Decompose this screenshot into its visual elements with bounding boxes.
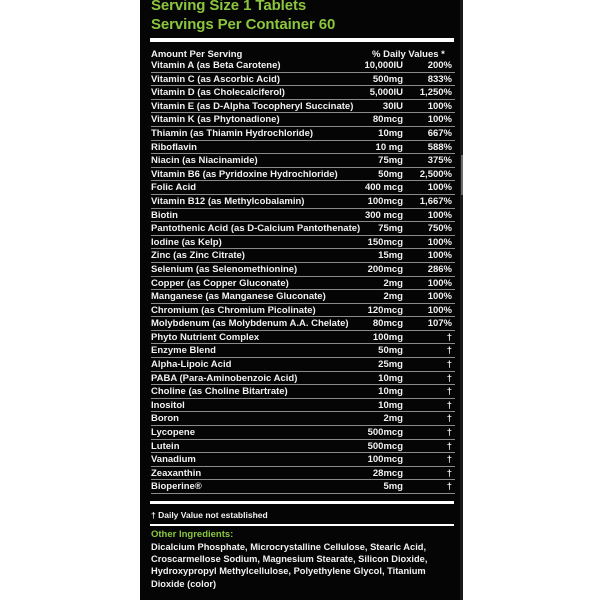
nutrient-name: Zeaxanthin: [151, 467, 202, 479]
nutrient-amount: 100mcg: [367, 454, 403, 466]
footnote-divider: [150, 524, 454, 526]
table-row: [151, 467, 455, 481]
nutrient-amount: 2mg: [383, 413, 403, 425]
nutrient-amount: 100mcg: [367, 195, 403, 207]
header-divider: [150, 38, 454, 42]
nutrient-daily-value: †: [446, 413, 452, 425]
nutrient-amount: 75mg: [378, 223, 403, 235]
nutrient-amount: 10mg: [378, 386, 403, 398]
other-ingredients-text: Dicalcium Phosphate, Microcrystalline Cellulose, Stearic Acid, Croscarmellose Sodium, Magnesium Stearate, Silicon Dioxide, Hydroxypropyl Methylcellulose, Polyethylene Glycol, Titanium Dioxide (color): [151, 542, 428, 589]
nutrient-daily-value: 100%: [427, 114, 452, 126]
scrollbar-thumb[interactable]: [461, 155, 463, 195]
table-row: [151, 372, 455, 386]
nutrient-daily-value: 1,250%: [419, 87, 452, 99]
nutrient-name: Lycopene: [151, 427, 195, 439]
nutrient-name: Vitamin D (as Cholecalciferol): [151, 87, 285, 99]
table-row: [151, 195, 455, 209]
nutrient-daily-value: †: [446, 427, 452, 439]
nutrient-amount: 500mg: [372, 73, 403, 85]
nutrient-amount: 50mg: [378, 168, 403, 180]
nutrient-amount: 30IU: [382, 100, 403, 112]
nutrient-table: [151, 59, 455, 494]
table-row: [151, 100, 455, 114]
nutrient-name: Iodine (as Kelp): [151, 236, 222, 248]
table-row: [151, 440, 455, 454]
table-row: [151, 304, 455, 318]
nutrient-amount: 25mg: [378, 359, 403, 371]
nutrient-name: Bioperine®: [151, 481, 202, 493]
table-row: [151, 412, 455, 426]
nutrient-daily-value: †: [446, 386, 452, 398]
table-row: [151, 331, 455, 345]
nutrient-daily-value: †: [446, 399, 452, 411]
nutrient-name: Folic Acid: [151, 182, 197, 194]
nutrient-name: Vitamin E (as D-Alpha Tocopheryl Succinate): [151, 100, 354, 112]
nutrient-daily-value: 588%: [427, 141, 452, 153]
nutrient-amount: 200mcg: [367, 263, 403, 275]
nutrient-daily-value: †: [446, 481, 452, 493]
nutrient-amount: 10mg: [378, 127, 403, 139]
nutrient-name: Niacin (as Niacinamide): [151, 155, 258, 167]
table-row: [151, 358, 455, 372]
supplement-facts-panel: [140, 0, 460, 600]
table-row: [151, 399, 455, 413]
nutrient-daily-value: 100%: [427, 182, 452, 194]
table-row: [151, 113, 455, 127]
nutrient-daily-value: 100%: [427, 209, 452, 221]
nutrient-name: PABA (Para-Aminobenzoic Acid): [151, 372, 298, 384]
nutrient-name: Chromium (as Chromium Picolinate): [151, 304, 316, 316]
amount-per-serving-header: Amount Per Serving: [151, 49, 243, 60]
nutrient-amount: 5mg: [383, 481, 403, 493]
other-ingredients-title: Other Ingredients:: [151, 529, 234, 540]
nutrient-name: Vanadium: [151, 454, 196, 466]
nutrient-name: Phyto Nutrient Complex: [151, 331, 260, 343]
nutrient-name: Boron: [151, 413, 179, 425]
nutrient-name: Biotin: [151, 209, 178, 221]
nutrient-daily-value: †: [446, 345, 452, 357]
table-row: [151, 73, 455, 87]
table-row: [151, 127, 455, 141]
nutrient-daily-value: 100%: [427, 304, 452, 316]
table-row: [151, 385, 455, 399]
nutrient-amount: 300 mcg: [364, 209, 403, 221]
nutrient-name: Manganese (as Manganese Gluconate): [151, 291, 326, 303]
nutrient-amount: 150mcg: [367, 236, 403, 248]
nutrient-daily-value: 100%: [427, 100, 452, 112]
nutrient-daily-value: †: [446, 440, 452, 452]
scrollbar-track: [460, 0, 463, 600]
nutrient-name: Zinc (as Zinc Citrate): [151, 250, 245, 262]
nutrient-daily-value: 1,667%: [419, 195, 452, 207]
nutrient-daily-value: 100%: [427, 291, 452, 303]
nutrient-name: Riboflavin: [151, 141, 197, 153]
nutrient-name: Vitamin K (as Phytonadione): [151, 114, 280, 126]
nutrient-amount: 500mcg: [367, 427, 403, 439]
nutrient-daily-value: 2,500%: [419, 168, 452, 180]
table-row: [151, 236, 455, 250]
nutrient-daily-value: 833%: [427, 73, 452, 85]
nutrient-daily-value: †: [446, 454, 452, 466]
row-divider: [151, 493, 455, 494]
serving-size: Serving Size 1 Tablets: [151, 0, 307, 14]
nutrient-name: Alpha-Lipoic Acid: [151, 359, 232, 371]
nutrient-amount: 75mg: [378, 155, 403, 167]
table-row: [151, 209, 455, 223]
table-row: [151, 277, 455, 291]
nutrient-amount: 2mg: [383, 277, 403, 289]
table-row: [151, 168, 455, 182]
nutrient-daily-value: †: [446, 331, 452, 343]
nutrient-name: Molybdenum (as Molybdenum A.A. Chelate): [151, 318, 349, 330]
nutrient-daily-value: †: [446, 467, 452, 479]
nutrient-daily-value: 375%: [427, 155, 452, 167]
nutrient-name: Enzyme Blend: [151, 345, 216, 357]
table-row: [151, 290, 455, 304]
daily-value-footnote: † Daily Value not established: [151, 510, 268, 520]
nutrient-daily-value: 200%: [427, 60, 452, 71]
nutrient-amount: 10,000IU: [364, 60, 403, 71]
nutrient-amount: 100mg: [372, 331, 403, 343]
nutrient-daily-value: 100%: [427, 250, 452, 262]
table-row: [151, 154, 455, 168]
table-row: [151, 86, 455, 100]
table-row: [151, 249, 455, 263]
table-row: [151, 181, 455, 195]
daily-values-header: % Daily Values *: [372, 49, 445, 60]
table-row: [151, 480, 455, 494]
nutrient-name: Copper (as Copper Gluconate): [151, 277, 289, 289]
nutrient-name: Vitamin C (as Ascorbic Acid): [151, 73, 280, 85]
nutrient-name: Thiamin (as Thiamin Hydrochloride): [151, 127, 314, 139]
table-row: [151, 344, 455, 358]
nutrient-amount: 5,000IU: [369, 87, 403, 99]
nutrient-daily-value: 286%: [427, 263, 452, 275]
nutrient-daily-value: 100%: [427, 277, 452, 289]
nutrient-name: Vitamin B6 (as Pyridoxine Hydrochloride): [151, 168, 338, 180]
nutrient-name: Inositol: [151, 399, 185, 411]
nutrient-name: Selenium (as Selenomethionine): [151, 263, 298, 275]
nutrient-name: Lutein: [151, 440, 180, 452]
table-row: [151, 59, 455, 73]
nutrient-amount: 15mg: [378, 250, 403, 262]
table-row: [151, 317, 455, 331]
nutrient-amount: 10 mg: [375, 141, 403, 153]
nutrient-daily-value: 107%: [427, 318, 452, 330]
nutrient-amount: 10mg: [378, 399, 403, 411]
nutrient-amount: 50mg: [378, 345, 403, 357]
nutrient-amount: 80mcg: [372, 318, 403, 330]
nutrient-daily-value: †: [446, 372, 452, 384]
nutrient-amount: 28mcg: [372, 467, 403, 479]
nutrient-amount: 120mcg: [367, 304, 403, 316]
nutrient-name: Pantothenic Acid (as D-Calcium Pantothenate): [151, 223, 361, 235]
table-row: [151, 141, 455, 155]
nutrient-amount: 80mcg: [372, 114, 403, 126]
nutrient-name: Vitamin B12 (as Methylcobalamin): [151, 195, 305, 207]
nutrient-name: Choline (as Choline Bitartrate): [151, 386, 288, 398]
table-row: [151, 222, 455, 236]
nutrient-daily-value: 750%: [427, 223, 452, 235]
table-row: [151, 453, 455, 467]
nutrient-daily-value: 100%: [427, 236, 452, 248]
table-row: [151, 426, 455, 440]
servings-per-container: Servings Per Container 60: [151, 16, 336, 33]
nutrient-amount: 10mg: [378, 372, 403, 384]
nutrient-amount: 2mg: [383, 291, 403, 303]
nutrient-name: Vitamin A (as Beta Carotene): [151, 60, 281, 71]
table-row: [151, 263, 455, 277]
nutrient-daily-value: †: [446, 359, 452, 371]
nutrient-amount: 500mcg: [367, 440, 403, 452]
table-bottom-divider: [150, 501, 454, 504]
nutrient-daily-value: 667%: [427, 127, 452, 139]
nutrient-amount: 400 mcg: [364, 182, 403, 194]
